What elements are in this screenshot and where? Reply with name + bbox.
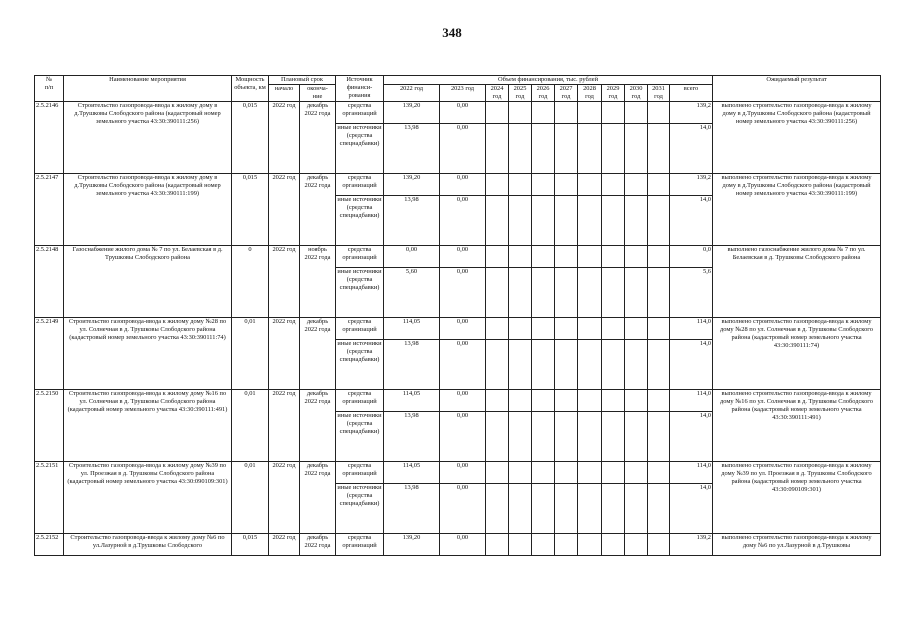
row-value-empty <box>648 412 670 462</box>
row-name: Строительство газопровода-ввода к жилому дому в д.Трушковы Слободского района (кадастровый номер земельного участка 43:30:390111:199) <box>64 174 232 246</box>
row-value-empty <box>602 340 625 390</box>
row-source-organizations: средства организаций <box>336 318 384 340</box>
header-total: всего <box>670 85 713 102</box>
header-2022: 2022 год <box>384 85 440 102</box>
row-total: 0,0 <box>670 246 713 268</box>
row-value-empty <box>578 102 602 124</box>
row-value-empty <box>532 196 555 246</box>
row-value-empty <box>625 412 648 462</box>
row-value-empty <box>532 412 555 462</box>
row-value-empty <box>602 412 625 462</box>
row-value-2022: 114,05 <box>384 318 440 340</box>
row-value-empty <box>578 246 602 268</box>
table-row <box>35 174 881 196</box>
row-value-empty <box>648 102 670 124</box>
row-name: Газоснабжение жилого дома № 7 по ул. Белаевская в д. Трушковы Слободского района <box>64 246 232 318</box>
header-2027: 2027 год <box>555 85 578 102</box>
row-number: 2.5.2149 <box>35 318 64 390</box>
row-value-empty <box>578 412 602 462</box>
row-value-empty <box>509 268 532 318</box>
row-value-empty <box>532 390 555 412</box>
row-total: 139,2 <box>670 174 713 196</box>
row-value-empty <box>578 340 602 390</box>
row-value-empty <box>648 390 670 412</box>
row-capacity: 0,01 <box>232 390 269 462</box>
row-start: 2022 год <box>269 462 300 534</box>
page-number: 348 <box>442 25 462 40</box>
row-source-other: иные источники (средства спецнадбавки) <box>336 340 384 390</box>
row-value-2022: 139,20 <box>384 102 440 124</box>
row-value-empty <box>625 534 648 556</box>
row-value-2023: 0,00 <box>440 412 486 462</box>
row-number: 2.5.2146 <box>35 102 64 174</box>
row-value-2023: 0,00 <box>440 318 486 340</box>
row-end: декабрь 2022 года <box>300 534 336 556</box>
row-end: декабрь 2022 года <box>300 102 336 174</box>
row-value-empty <box>532 462 555 484</box>
row-value-empty <box>532 318 555 340</box>
row-value-empty <box>555 340 578 390</box>
row-value-empty <box>555 174 578 196</box>
row-value-empty <box>532 174 555 196</box>
row-value-empty <box>509 196 532 246</box>
row-value-empty <box>602 246 625 268</box>
row-number: 2.5.2150 <box>35 390 64 462</box>
row-value-empty <box>532 268 555 318</box>
header-2030: 2030 год <box>625 85 648 102</box>
row-total: 14,0 <box>670 340 713 390</box>
row-start: 2022 год <box>269 390 300 462</box>
row-value-empty <box>625 340 648 390</box>
row-value-2023: 0,00 <box>440 340 486 390</box>
row-value-empty <box>486 102 509 124</box>
row-total: 14,0 <box>670 484 713 534</box>
header-2029: 2029 год <box>602 85 625 102</box>
row-source-other: иные источники (средства спецнадбавки) <box>336 484 384 534</box>
row-value-empty <box>578 174 602 196</box>
row-capacity: 0,015 <box>232 174 269 246</box>
row-value-2023: 0,00 <box>440 268 486 318</box>
row-result: выполнено строительство газопровода-ввода к жилому дому №39 по ул. Проезжая в д. Трушковы Слободского района (кадастровый номер земельного участка 43:30:090109:301) <box>713 462 881 534</box>
row-value-empty <box>648 534 670 556</box>
row-value-empty <box>625 174 648 196</box>
row-name: Строительство газопровода-ввода к жилому дому №28 по ул. Солнечная в д. Трушковы Слободского района (кадастровый номер земельного участка 43:30:390111:74) <box>64 318 232 390</box>
row-value-empty <box>578 268 602 318</box>
row-source-organizations: средства организаций <box>336 174 384 196</box>
row-source-organizations: средства организаций <box>336 246 384 268</box>
row-value-empty <box>532 246 555 268</box>
row-value-empty <box>532 484 555 534</box>
row-value-empty <box>602 102 625 124</box>
row-value-2022: 114,05 <box>384 390 440 412</box>
row-value-2023: 0,00 <box>440 534 486 556</box>
row-name: Строительство газопровода-ввода к жилому дому №6 по ул.Лазурной в д.Трушковы Слободского <box>64 534 232 556</box>
row-value-empty <box>602 124 625 174</box>
header-2025: 2025 год <box>509 85 532 102</box>
row-value-empty <box>625 246 648 268</box>
row-value-2022: 114,05 <box>384 462 440 484</box>
row-total: 114,0 <box>670 390 713 412</box>
row-source-organizations: средства организаций <box>336 534 384 556</box>
row-value-2023: 0,00 <box>440 174 486 196</box>
row-value-2022: 139,20 <box>384 534 440 556</box>
row-value-2022: 13,98 <box>384 412 440 462</box>
row-value-empty <box>578 390 602 412</box>
row-value-empty <box>602 390 625 412</box>
row-value-empty <box>486 462 509 484</box>
row-value-empty <box>532 340 555 390</box>
table-row <box>35 534 881 556</box>
row-value-empty <box>578 196 602 246</box>
row-value-empty <box>625 462 648 484</box>
row-total: 14,0 <box>670 412 713 462</box>
row-value-2022: 13,98 <box>384 484 440 534</box>
row-value-2023: 0,00 <box>440 196 486 246</box>
header-2024: 2024 год <box>486 85 509 102</box>
row-value-empty <box>602 174 625 196</box>
row-name: Строительство газопровода-ввода к жилому дому в д.Трушковы Слободского района (кадастровый номер земельного участка 43:30:390111:256) <box>64 102 232 174</box>
row-value-2023: 0,00 <box>440 124 486 174</box>
header-end: оконча- ние <box>300 85 336 102</box>
row-value-empty <box>532 102 555 124</box>
row-name: Строительство газопровода-ввода к жилому дому №16 по ул. Солнечная в д. Трушковы Слободского района (кадастровый номер земельного участка 43:30:390111:491) <box>64 390 232 462</box>
row-value-2023: 0,00 <box>440 484 486 534</box>
row-value-empty <box>555 390 578 412</box>
row-value-empty <box>509 340 532 390</box>
row-value-empty <box>509 534 532 556</box>
row-value-empty <box>625 318 648 340</box>
row-value-empty <box>509 484 532 534</box>
table-row <box>35 102 881 124</box>
row-start: 2022 год <box>269 534 300 556</box>
row-value-empty <box>625 196 648 246</box>
table-header <box>35 76 881 102</box>
row-value-empty <box>532 534 555 556</box>
row-value-empty <box>648 268 670 318</box>
row-capacity: 0,01 <box>232 318 269 390</box>
row-value-empty <box>555 462 578 484</box>
row-capacity: 0 <box>232 246 269 318</box>
row-value-empty <box>486 268 509 318</box>
header-period: Плановый срок <box>269 76 336 85</box>
row-result: выполнено строительство газопровода-ввода к жилому дому №28 по ул. Солнечная в д. Трушковы Слободского района (кадастровый номер земельного участка 43:30:390111:74) <box>713 318 881 390</box>
header-2028: 2028 год <box>578 85 602 102</box>
row-end: ноябрь 2022 года <box>300 246 336 318</box>
row-value-empty <box>648 340 670 390</box>
row-start: 2022 год <box>269 174 300 246</box>
header-capacity: Мощность объекта, км <box>232 76 269 102</box>
row-end: декабрь 2022 года <box>300 390 336 462</box>
row-total: 139,2 <box>670 534 713 556</box>
row-value-empty <box>555 124 578 174</box>
row-value-empty <box>486 318 509 340</box>
row-total: 5,6 <box>670 268 713 318</box>
row-value-empty <box>555 484 578 534</box>
header-result: Ожидаемый результат <box>713 76 881 102</box>
row-value-empty <box>486 484 509 534</box>
row-total: 114,0 <box>670 318 713 340</box>
row-value-empty <box>648 462 670 484</box>
table-row <box>35 390 881 412</box>
row-value-2023: 0,00 <box>440 462 486 484</box>
row-value-empty <box>486 534 509 556</box>
row-value-empty <box>578 484 602 534</box>
row-value-empty <box>602 534 625 556</box>
row-value-empty <box>555 534 578 556</box>
row-value-empty <box>509 174 532 196</box>
row-value-empty <box>486 196 509 246</box>
row-source-organizations: средства организаций <box>336 102 384 124</box>
header-2031: 2031 год <box>648 85 670 102</box>
row-result: выполнено строительство газопровода-ввода к жилому дому в д.Трушковы Слободского района (кадастровый номер земельного участка 43:30:390111:256) <box>713 102 881 174</box>
row-number: 2.5.2148 <box>35 246 64 318</box>
row-source-organizations: средства организаций <box>336 390 384 412</box>
row-number: 2.5.2152 <box>35 534 64 556</box>
row-value-empty <box>602 318 625 340</box>
row-total: 114,0 <box>670 462 713 484</box>
row-result: выполнено газоснабжение жилого дома № 7 по ул. Белаевская в д. Трушковы Слободского района <box>713 246 881 318</box>
row-value-empty <box>648 318 670 340</box>
row-value-empty <box>648 484 670 534</box>
header-financing: Объем финансирования, тыс. рублей <box>384 76 713 85</box>
row-source-other: иные источники (средства спецнадбавки) <box>336 196 384 246</box>
row-value-2022: 13,98 <box>384 340 440 390</box>
row-value-empty <box>648 174 670 196</box>
header-2023: 2023 год <box>440 85 486 102</box>
table-body <box>35 102 881 556</box>
row-value-empty <box>625 268 648 318</box>
row-value-empty <box>555 246 578 268</box>
row-value-empty <box>555 318 578 340</box>
row-result: выполнено строительство газопровода-ввода к жилому дому №6 по ул.Лазурной в д.Трушковы <box>713 534 881 556</box>
header-source: Источник финанси- рования <box>336 76 384 102</box>
header-name: Наименование мероприятия <box>64 76 232 102</box>
row-total: 14,0 <box>670 124 713 174</box>
row-value-empty <box>486 412 509 462</box>
row-start: 2022 год <box>269 246 300 318</box>
row-end: декабрь 2022 года <box>300 174 336 246</box>
header-2026: 2026 год <box>532 85 555 102</box>
row-start: 2022 год <box>269 102 300 174</box>
row-value-empty <box>555 102 578 124</box>
row-value-2023: 0,00 <box>440 390 486 412</box>
row-total: 14,0 <box>670 196 713 246</box>
row-value-empty <box>486 390 509 412</box>
row-result: выполнено строительство газопровода-ввода к жилому дому в д.Трушковы Слободского района (кадастровый номер земельного участка 43:30:390111:199) <box>713 174 881 246</box>
row-value-empty <box>509 412 532 462</box>
row-value-2022: 13,98 <box>384 124 440 174</box>
row-value-empty <box>648 196 670 246</box>
row-value-empty <box>648 246 670 268</box>
row-capacity: 0,015 <box>232 534 269 556</box>
row-value-empty <box>509 124 532 174</box>
row-value-empty <box>509 462 532 484</box>
row-value-empty <box>602 462 625 484</box>
header-num: № п/п <box>35 76 64 102</box>
row-start: 2022 год <box>269 318 300 390</box>
row-value-empty <box>486 340 509 390</box>
row-value-2022: 5,60 <box>384 268 440 318</box>
row-value-empty <box>486 246 509 268</box>
row-value-empty <box>648 124 670 174</box>
row-value-2022: 0,00 <box>384 246 440 268</box>
row-source-other: иные источники (средства спецнадбавки) <box>336 124 384 174</box>
row-total: 139,2 <box>670 102 713 124</box>
row-value-empty <box>555 196 578 246</box>
table-row <box>35 318 881 340</box>
row-value-empty <box>625 124 648 174</box>
row-capacity: 0,015 <box>232 102 269 174</box>
row-number: 2.5.2147 <box>35 174 64 246</box>
row-value-2022: 13,98 <box>384 196 440 246</box>
row-capacity: 0,01 <box>232 462 269 534</box>
financing-table <box>34 75 881 556</box>
header-start: начало <box>269 85 300 102</box>
row-value-2023: 0,00 <box>440 102 486 124</box>
row-value-empty <box>578 318 602 340</box>
row-value-empty <box>602 196 625 246</box>
row-value-empty <box>602 268 625 318</box>
row-value-empty <box>486 174 509 196</box>
row-end: декабрь 2022 года <box>300 318 336 390</box>
row-value-empty <box>578 462 602 484</box>
row-result: выполнено строительство газопровода-ввода к жилому дому №16 по ул. Солнечная в д. Трушковы Слободского района (кадастровый номер земельного участка 43:30:390111:491) <box>713 390 881 462</box>
row-source-organizations: средства организаций <box>336 462 384 484</box>
row-value-empty <box>509 390 532 412</box>
row-value-empty <box>555 412 578 462</box>
row-value-2022: 139,20 <box>384 174 440 196</box>
row-value-empty <box>532 124 555 174</box>
row-value-2023: 0,00 <box>440 246 486 268</box>
row-source-other: иные источники (средства спецнадбавки) <box>336 412 384 462</box>
row-source-other: иные источники (средства спецнадбавки) <box>336 268 384 318</box>
table-row <box>35 462 881 484</box>
row-number: 2.5.2151 <box>35 462 64 534</box>
row-value-empty <box>578 124 602 174</box>
row-value-empty <box>578 534 602 556</box>
row-name: Строительство газопровода-ввода к жилому дому №39 по ул. Проезжая в д. Трушковы Слободского района (кадастровый номер земельного участка 43:30:090109:301) <box>64 462 232 534</box>
row-value-empty <box>509 246 532 268</box>
row-value-empty <box>555 268 578 318</box>
row-end: декабрь 2022 года <box>300 462 336 534</box>
row-value-empty <box>509 318 532 340</box>
row-value-empty <box>509 102 532 124</box>
row-value-empty <box>486 124 509 174</box>
table-row <box>35 246 881 268</box>
row-value-empty <box>625 102 648 124</box>
row-value-empty <box>625 390 648 412</box>
row-value-empty <box>625 484 648 534</box>
row-value-empty <box>602 484 625 534</box>
